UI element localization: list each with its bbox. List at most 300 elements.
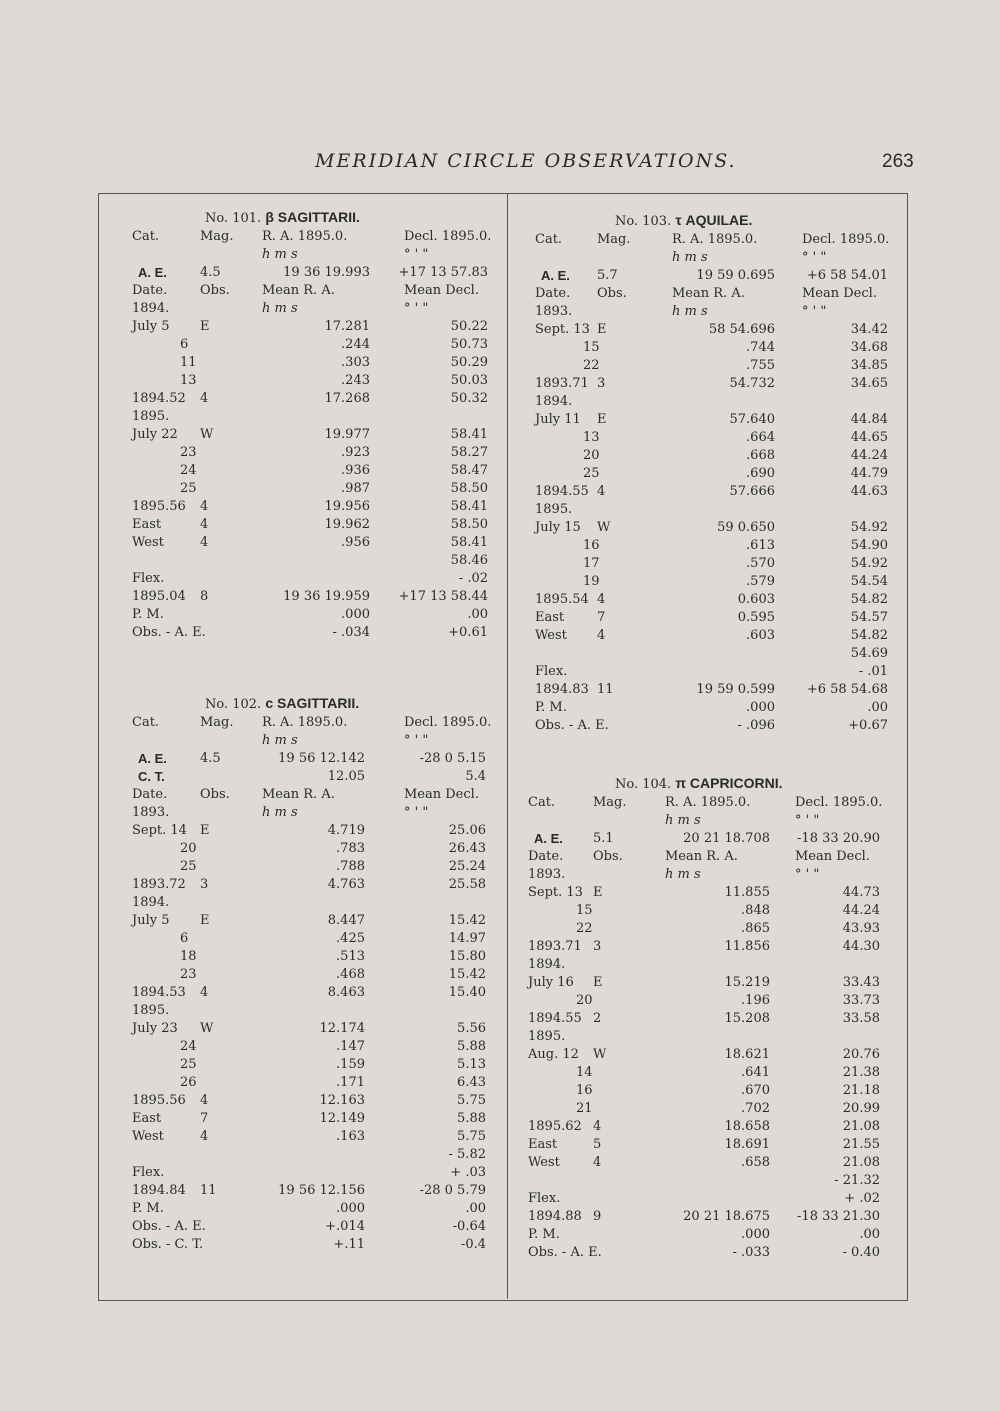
column-divider xyxy=(507,193,508,1299)
row-label: 1893.71 xyxy=(528,939,582,954)
row-label: West xyxy=(535,628,567,643)
star-name: τ AQUILAE. xyxy=(675,212,753,228)
row-label: P. M. xyxy=(132,607,164,622)
row-label: 1894.55 xyxy=(528,1011,582,1026)
row-label: 1895. xyxy=(132,409,170,424)
ra-cell: R. A. 1895.0. xyxy=(262,229,348,244)
obs-cell: E xyxy=(200,913,210,928)
ra-cell: 8.447 xyxy=(327,913,365,928)
decl-cell: .00 xyxy=(859,1227,880,1242)
obs-cell: 4.5 xyxy=(200,265,221,280)
decl-cell: +0.67 xyxy=(848,718,888,733)
ra-cell: 0.603 xyxy=(737,592,775,607)
decl-cell: - 21.32 xyxy=(834,1173,880,1188)
decl-cell: 14.97 xyxy=(448,931,486,946)
row-label: 1894.88 xyxy=(528,1209,582,1224)
star-name: c SAGITTARII. xyxy=(265,695,360,711)
star-title xyxy=(205,210,360,226)
decl-cell: - 0.40 xyxy=(842,1245,880,1260)
ra-cell: 19 56 12.142 xyxy=(278,751,365,766)
obs-cell: 11 xyxy=(200,1183,217,1198)
row-label: 1894. xyxy=(132,895,170,910)
obs-cell: 11 xyxy=(597,682,614,697)
ra-cell: 17.268 xyxy=(324,391,370,406)
decl-cell: 50.73 xyxy=(450,337,488,352)
obs-cell: Mag. xyxy=(597,232,631,247)
decl-cell: 5.56 xyxy=(457,1021,486,1036)
row-label: P. M. xyxy=(132,1201,164,1216)
row-label: A. E. xyxy=(534,831,563,846)
decl-cell: 5.88 xyxy=(457,1039,486,1054)
obs-cell: E xyxy=(597,322,607,337)
row-label: 22 xyxy=(576,921,593,936)
ra-cell: .702 xyxy=(741,1101,770,1116)
obs-cell: 5 xyxy=(593,1137,602,1152)
decl-cell: 58.46 xyxy=(450,553,488,568)
ra-cell: .788 xyxy=(336,859,365,874)
row-label: 1895. xyxy=(528,1029,566,1044)
decl-cell: + .02 xyxy=(844,1191,880,1206)
decl-cell: 5.88 xyxy=(457,1111,486,1126)
decl-cell: 21.38 xyxy=(842,1065,880,1080)
ra-cell: .641 xyxy=(741,1065,770,1080)
row-label: 25 xyxy=(583,466,600,481)
obs-cell: 9 xyxy=(593,1209,602,1224)
ra-cell: 11.855 xyxy=(724,885,770,900)
row-label: 25 xyxy=(180,1057,197,1072)
row-label: 16 xyxy=(576,1083,593,1098)
row-label: 20 xyxy=(576,993,593,1008)
decl-cell: 44.79 xyxy=(850,466,888,481)
row-label: 15 xyxy=(583,340,600,355)
decl-cell: Decl. 1895.0. xyxy=(404,229,492,244)
ra-cell: 19.962 xyxy=(324,517,370,532)
obs-cell: Mag. xyxy=(593,795,627,810)
row-label: P. M. xyxy=(528,1227,560,1242)
row-label: 23 xyxy=(180,967,197,982)
decl-cell: ° ' " xyxy=(795,813,820,828)
ra-cell: .196 xyxy=(741,993,770,1008)
star-title xyxy=(615,776,783,792)
obs-cell: 3 xyxy=(597,376,606,391)
ra-cell: .744 xyxy=(746,340,775,355)
row-label: Obs. - A. E. xyxy=(528,1245,602,1260)
row-label: 1895.56 xyxy=(132,1093,186,1108)
ra-cell: 57.666 xyxy=(729,484,775,499)
ra-cell: .425 xyxy=(336,931,365,946)
row-label: Obs. - C. T. xyxy=(132,1237,204,1252)
decl-cell: 5.13 xyxy=(457,1057,486,1072)
ra-cell: .159 xyxy=(336,1057,365,1072)
decl-cell: ° ' " xyxy=(404,247,429,262)
decl-cell: 5.75 xyxy=(457,1093,486,1108)
star-number: No. 104. xyxy=(615,777,676,792)
decl-cell: 44.65 xyxy=(850,430,888,445)
star-name: β SAGITTARII. xyxy=(265,209,360,225)
row-label: Date. xyxy=(528,849,564,864)
row-label: C. T. xyxy=(138,769,165,784)
row-label: Date. xyxy=(132,283,168,298)
decl-cell: 43.93 xyxy=(842,921,880,936)
obs-cell: 2 xyxy=(593,1011,602,1026)
row-label: 1894.52 xyxy=(132,391,186,406)
obs-cell: 4 xyxy=(200,517,209,532)
ra-cell: .000 xyxy=(336,1201,365,1216)
obs-cell: 3 xyxy=(593,939,602,954)
decl-cell: 44.84 xyxy=(850,412,888,427)
running-header: MERIDIAN CIRCLE OBSERVATIONS. xyxy=(315,150,737,172)
row-label: Obs. - A. E. xyxy=(132,1219,206,1234)
decl-cell: 20.99 xyxy=(842,1101,880,1116)
ra-cell: 18.658 xyxy=(724,1119,770,1134)
ra-cell: .468 xyxy=(336,967,365,982)
row-label: 13 xyxy=(180,373,197,388)
row-label: Flex. xyxy=(535,664,568,679)
decl-cell: 21.08 xyxy=(842,1155,880,1170)
ra-cell: 18.621 xyxy=(724,1047,770,1062)
ra-cell: 15.219 xyxy=(724,975,770,990)
ra-cell: .579 xyxy=(746,574,775,589)
obs-cell: E xyxy=(200,319,210,334)
decl-cell: 44.24 xyxy=(842,903,880,918)
obs-cell: 4 xyxy=(200,499,209,514)
ra-cell: 57.640 xyxy=(729,412,775,427)
row-label: 6 xyxy=(180,337,189,352)
row-label: Flex. xyxy=(528,1191,561,1206)
decl-cell: 34.68 xyxy=(850,340,888,355)
ra-cell: Mean R. A. xyxy=(262,787,335,802)
obs-cell: Mag. xyxy=(200,715,234,730)
decl-cell: 50.32 xyxy=(450,391,488,406)
decl-cell: ° ' " xyxy=(795,867,820,882)
decl-cell: Mean Decl. xyxy=(802,286,877,301)
ra-cell: 12.163 xyxy=(319,1093,365,1108)
decl-cell: 15.80 xyxy=(448,949,486,964)
decl-cell: 34.85 xyxy=(850,358,888,373)
ra-cell: .664 xyxy=(746,430,775,445)
row-label: East xyxy=(528,1137,558,1152)
obs-cell: E xyxy=(593,885,603,900)
ra-cell: 12.174 xyxy=(319,1021,365,1036)
row-label: 26 xyxy=(180,1075,197,1090)
page-number: 263 xyxy=(882,151,914,172)
row-label: 1895.04 xyxy=(132,589,186,604)
row-label: Cat. xyxy=(528,795,556,810)
decl-cell: 58.50 xyxy=(450,481,488,496)
ra-cell: .936 xyxy=(341,463,370,478)
obs-cell: 4 xyxy=(597,592,606,607)
obs-cell: E xyxy=(597,412,607,427)
decl-cell: 25.06 xyxy=(448,823,486,838)
row-label: A. E. xyxy=(541,268,570,283)
ra-cell: .147 xyxy=(336,1039,365,1054)
ra-cell: - .033 xyxy=(732,1245,770,1260)
ra-cell: 19.977 xyxy=(324,427,370,442)
ra-cell: h m s xyxy=(665,813,701,828)
ra-cell: h m s xyxy=(262,247,298,262)
decl-cell: -0.4 xyxy=(460,1237,486,1252)
obs-cell: 3 xyxy=(200,877,209,892)
decl-cell: -28 0 5.15 xyxy=(419,751,486,766)
decl-cell: ° ' " xyxy=(802,304,827,319)
obs-cell: 4 xyxy=(200,535,209,550)
obs-cell: W xyxy=(200,1021,214,1036)
row-label: 1893. xyxy=(528,867,566,882)
row-label: Flex. xyxy=(132,1165,165,1180)
decl-cell: -28 0 5.79 xyxy=(419,1183,486,1198)
decl-cell: 25.58 xyxy=(448,877,486,892)
decl-cell: 21.18 xyxy=(842,1083,880,1098)
decl-cell: 20.76 xyxy=(842,1047,880,1062)
decl-cell: 58.47 xyxy=(450,463,488,478)
obs-cell: W xyxy=(200,427,214,442)
decl-cell: - 5.82 xyxy=(448,1147,486,1162)
decl-cell: 50.29 xyxy=(450,355,488,370)
decl-cell: 58.41 xyxy=(450,535,488,550)
row-label: 16 xyxy=(583,538,600,553)
decl-cell: 54.82 xyxy=(850,592,888,607)
obs-cell: Obs. xyxy=(200,283,230,298)
decl-cell: 54.92 xyxy=(850,520,888,535)
decl-cell: + .03 xyxy=(450,1165,486,1180)
row-label: 1893. xyxy=(535,304,573,319)
row-label: 1895. xyxy=(535,502,573,517)
decl-cell: -18 33 20.90 xyxy=(797,831,880,846)
star-title xyxy=(205,696,359,712)
decl-cell: 58.50 xyxy=(450,517,488,532)
ra-cell: .783 xyxy=(336,841,365,856)
row-label: 21 xyxy=(576,1101,593,1116)
ra-cell: 0.595 xyxy=(737,610,775,625)
row-label: 19 xyxy=(583,574,600,589)
row-label: 1894. xyxy=(132,301,170,316)
star-name: π CAPRICORNI. xyxy=(675,775,783,791)
ra-cell: 20 21 18.675 xyxy=(683,1209,770,1224)
decl-cell: 5.75 xyxy=(457,1129,486,1144)
ra-cell: h m s xyxy=(262,805,298,820)
decl-cell: 44.24 xyxy=(850,448,888,463)
decl-cell: 44.63 xyxy=(850,484,888,499)
row-label: 23 xyxy=(180,445,197,460)
row-label: July 15 xyxy=(535,520,581,535)
obs-cell: 4 xyxy=(200,391,209,406)
ra-cell: R. A. 1895.0. xyxy=(665,795,751,810)
ra-cell: - .096 xyxy=(737,718,775,733)
row-label: 1895.56 xyxy=(132,499,186,514)
row-label: Cat. xyxy=(132,229,160,244)
decl-cell: 33.58 xyxy=(842,1011,880,1026)
ra-cell: h m s xyxy=(262,733,298,748)
ra-cell: h m s xyxy=(672,250,708,265)
obs-cell: 5.7 xyxy=(597,268,618,283)
row-label: A. E. xyxy=(138,265,167,280)
row-label: Sept. 14 xyxy=(132,823,187,838)
row-label: July 5 xyxy=(132,913,170,928)
decl-cell: 21.08 xyxy=(842,1119,880,1134)
ra-cell: 11.856 xyxy=(724,939,770,954)
row-label: 1894.84 xyxy=(132,1183,186,1198)
decl-cell: +17 13 58.44 xyxy=(398,589,488,604)
row-label: P. M. xyxy=(535,700,567,715)
ra-cell: .570 xyxy=(746,556,775,571)
row-label: 24 xyxy=(180,463,197,478)
ra-cell: +.11 xyxy=(333,1237,365,1252)
obs-cell: E xyxy=(200,823,210,838)
row-label: Obs. - A. E. xyxy=(535,718,609,733)
decl-cell: 44.30 xyxy=(842,939,880,954)
row-label: Aug. 12 xyxy=(528,1047,579,1062)
ra-cell: 12.05 xyxy=(327,769,365,784)
ra-cell: 19 36 19.993 xyxy=(283,265,370,280)
ra-cell: .668 xyxy=(746,448,775,463)
decl-cell: +0.61 xyxy=(448,625,488,640)
ra-cell: .670 xyxy=(741,1083,770,1098)
ra-cell: h m s xyxy=(672,304,708,319)
row-label: July 22 xyxy=(132,427,178,442)
ra-cell: 12.149 xyxy=(319,1111,365,1126)
row-label: East xyxy=(535,610,565,625)
ra-cell: 19 59 0.695 xyxy=(696,268,775,283)
ra-cell: 19 59 0.599 xyxy=(696,682,775,697)
decl-cell: 54.82 xyxy=(850,628,888,643)
ra-cell: .000 xyxy=(341,607,370,622)
ra-cell: 4.719 xyxy=(327,823,365,838)
decl-cell: .00 xyxy=(467,607,488,622)
decl-cell: ° ' " xyxy=(404,301,429,316)
obs-cell: 4 xyxy=(593,1155,602,1170)
ra-cell: 54.732 xyxy=(729,376,775,391)
row-label: 1895. xyxy=(132,1003,170,1018)
row-label: 1895.54 xyxy=(535,592,589,607)
decl-cell: 34.65 xyxy=(850,376,888,391)
decl-cell: 21.55 xyxy=(842,1137,880,1152)
decl-cell: 58.41 xyxy=(450,499,488,514)
ra-cell: 58 54.696 xyxy=(708,322,775,337)
ra-cell: 19.956 xyxy=(324,499,370,514)
ra-cell: - .034 xyxy=(332,625,370,640)
obs-cell: Obs. xyxy=(593,849,623,864)
ra-cell: .171 xyxy=(336,1075,365,1090)
row-label: 22 xyxy=(583,358,600,373)
row-label: East xyxy=(132,1111,162,1126)
decl-cell: 54.92 xyxy=(850,556,888,571)
row-label: July 16 xyxy=(528,975,574,990)
ra-cell: .923 xyxy=(341,445,370,460)
ra-cell: 20 21 18.708 xyxy=(683,831,770,846)
row-label: 17 xyxy=(583,556,600,571)
ra-cell: Mean R. A. xyxy=(672,286,745,301)
decl-cell: Decl. 1895.0. xyxy=(404,715,492,730)
ra-cell: .000 xyxy=(741,1227,770,1242)
decl-cell: Mean Decl. xyxy=(795,849,870,864)
obs-cell: 4 xyxy=(200,985,209,1000)
obs-cell: 4 xyxy=(593,1119,602,1134)
row-label: 1893.71 xyxy=(535,376,589,391)
row-label: Sept. 13 xyxy=(535,322,590,337)
decl-cell: 33.43 xyxy=(842,975,880,990)
row-label: 1894. xyxy=(528,957,566,972)
ra-cell: 8.463 xyxy=(327,985,365,1000)
row-label: East xyxy=(132,517,162,532)
obs-cell: Obs. xyxy=(200,787,230,802)
row-label: 1894.83 xyxy=(535,682,589,697)
ra-cell: .603 xyxy=(746,628,775,643)
ra-cell: .000 xyxy=(746,700,775,715)
decl-cell: 44.73 xyxy=(842,885,880,900)
ra-cell: .956 xyxy=(341,535,370,550)
decl-cell: +17 13 57.83 xyxy=(398,265,488,280)
row-label: 15 xyxy=(576,903,593,918)
ra-cell: .613 xyxy=(746,538,775,553)
decl-cell: +6 58 54.68 xyxy=(806,682,888,697)
decl-cell: 50.22 xyxy=(450,319,488,334)
obs-cell: 4.5 xyxy=(200,751,221,766)
row-label: A. E. xyxy=(138,751,167,766)
row-label: 13 xyxy=(583,430,600,445)
row-label: 6 xyxy=(180,931,189,946)
decl-cell: ° ' " xyxy=(802,250,827,265)
decl-cell: -0.64 xyxy=(452,1219,486,1234)
obs-cell: 8 xyxy=(200,589,209,604)
ra-cell: 19 56 12.156 xyxy=(278,1183,365,1198)
ra-cell: .513 xyxy=(336,949,365,964)
row-label: West xyxy=(132,1129,164,1144)
decl-cell: 25.24 xyxy=(448,859,486,874)
ra-cell: 4.763 xyxy=(327,877,365,892)
decl-cell: .00 xyxy=(867,700,888,715)
decl-cell: Mean Decl. xyxy=(404,283,479,298)
row-label: July 11 xyxy=(535,412,581,427)
decl-cell: Decl. 1895.0. xyxy=(802,232,890,247)
decl-cell: ° ' " xyxy=(404,733,429,748)
row-label: 25 xyxy=(180,859,197,874)
decl-cell: Decl. 1895.0. xyxy=(795,795,883,810)
ra-cell: .244 xyxy=(341,337,370,352)
decl-cell: -18 33 21.30 xyxy=(797,1209,880,1224)
row-label: 14 xyxy=(576,1065,593,1080)
obs-cell: 4 xyxy=(597,628,606,643)
row-label: 1894.53 xyxy=(132,985,186,1000)
obs-cell: Mag. xyxy=(200,229,234,244)
ra-cell: 18.691 xyxy=(724,1137,770,1152)
decl-cell: 34.42 xyxy=(850,322,888,337)
obs-cell: 4 xyxy=(597,484,606,499)
obs-cell: 4 xyxy=(200,1129,209,1144)
decl-cell: ° ' " xyxy=(404,805,429,820)
ra-cell: 59 0.650 xyxy=(717,520,775,535)
obs-cell: E xyxy=(593,975,603,990)
ra-cell: .690 xyxy=(746,466,775,481)
ra-cell: .243 xyxy=(341,373,370,388)
row-label: 1894. xyxy=(535,394,573,409)
row-label: July 23 xyxy=(132,1021,178,1036)
row-label: Cat. xyxy=(132,715,160,730)
decl-cell: 5.4 xyxy=(465,769,486,784)
row-label: 1893.72 xyxy=(132,877,186,892)
ra-cell: .658 xyxy=(741,1155,770,1170)
ra-cell: h m s xyxy=(665,867,701,882)
row-label: 25 xyxy=(180,481,197,496)
ra-cell: .987 xyxy=(341,481,370,496)
decl-cell: 58.27 xyxy=(450,445,488,460)
ra-cell: Mean R. A. xyxy=(262,283,335,298)
ra-cell: .865 xyxy=(741,921,770,936)
star-number: No. 101. xyxy=(205,211,266,226)
star-title xyxy=(615,213,752,229)
row-label: Date. xyxy=(535,286,571,301)
decl-cell: 54.54 xyxy=(850,574,888,589)
ra-cell: 17.281 xyxy=(324,319,370,334)
